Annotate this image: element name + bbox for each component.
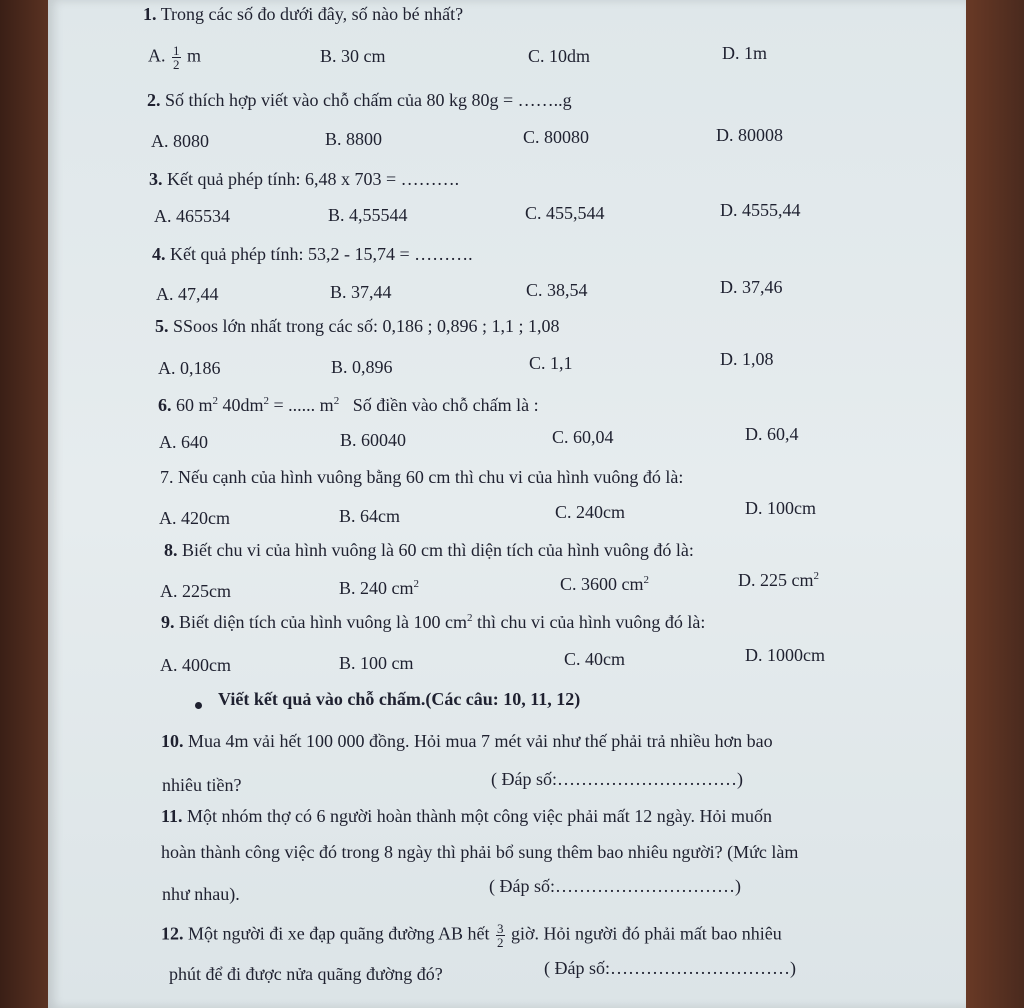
question-text: Mua 4m vải hết 100 000 đồng. Hỏi mua 7 mét vải như thế phải trả nhiều hơn bao: [188, 731, 773, 751]
q5-option-a: A. 0,186: [158, 358, 221, 378]
superscript: 2: [813, 570, 819, 582]
q5-option-b: B. 0,896: [331, 357, 393, 377]
question-number: 10.: [161, 731, 184, 751]
question-9: [161, 612, 705, 633]
q2-option-c: C. 80080: [523, 127, 590, 147]
q7-option-b: B. 64cm: [339, 506, 400, 526]
option-unit: m: [187, 45, 202, 66]
q3-option-d: D. 4555,44: [720, 200, 801, 220]
q8-option-a: A. 225cm: [160, 581, 231, 601]
question-text: 40dm: [218, 395, 264, 415]
question-text: Số điền vào chỗ chấm là :: [339, 395, 539, 415]
q1-option-c: C. 10dm: [528, 46, 591, 66]
table-edge-right: [964, 0, 1024, 1008]
option-label: A.: [148, 45, 166, 66]
question-text: Số thích hợp viết vào chỗ chấm của 80 kg 80g = ……..g: [165, 90, 572, 110]
question-1: [143, 4, 463, 25]
q9-option-a: A. 400cm: [160, 655, 231, 675]
q8-option-c: [560, 574, 649, 595]
q3-option-c: C. 455,544: [525, 203, 605, 223]
q7-option-d: D. 100cm: [745, 498, 816, 518]
q11-answer-field: ( Đáp số:…………………………): [489, 876, 741, 896]
question-number: 11.: [161, 806, 183, 826]
superscript: 2: [413, 578, 419, 590]
q12-line-2: phút để đi được nửa quãng đường đó?: [169, 964, 443, 984]
question-number: 12.: [161, 923, 184, 944]
question-8: [164, 540, 694, 561]
option-text: C. 3600 cm: [560, 574, 644, 594]
superscript: 2: [263, 395, 270, 407]
question-12: [161, 922, 782, 949]
q6-option-d: D. 60,4: [745, 424, 799, 444]
q4-option-a: A. 47,44: [156, 284, 219, 304]
question-text: = ...... m: [269, 395, 334, 415]
section-heading: Viết kết quả vào chỗ chấm.(Các câu: 10, 11, 12): [218, 689, 581, 709]
question-text: Một người đi xe đạp quãng đường AB hết: [188, 923, 490, 944]
fraction: [172, 44, 181, 71]
q3-option-a: A. 465534: [154, 206, 230, 226]
question-7: [160, 467, 683, 488]
question-text: Kết quả phép tính: 53,2 - 15,74 = ……….: [170, 244, 473, 264]
superscript: 2: [333, 395, 340, 407]
fraction-denominator: 2: [173, 57, 180, 72]
question-text: Biết diện tích của hình vuông là 100 cm: [179, 612, 467, 632]
question-text: Biết chu vi của hình vuông là 60 cm thì diện tích của hình vuông đó là:: [182, 540, 694, 560]
q4-option-c: C. 38,54: [526, 280, 588, 300]
q12-answer-field: ( Đáp số:…………………………): [544, 958, 796, 978]
question-text: thì chu vi của hình vuông đó là:: [472, 612, 706, 632]
question-number: 9.: [161, 612, 175, 632]
option-text: B. 240 cm: [339, 578, 414, 598]
superscript: 2: [643, 574, 649, 586]
q7-option-c: C. 240cm: [555, 502, 625, 522]
q1-option-b: B. 30 cm: [320, 46, 386, 66]
question-5: [155, 316, 560, 337]
q6-option-b: B. 60040: [340, 430, 407, 450]
q1-option-d: D. 1m: [722, 43, 767, 63]
q1-option-a: [148, 44, 201, 71]
fraction-denominator: 2: [497, 935, 504, 950]
q2-option-a: A. 8080: [151, 131, 209, 151]
q10-line-2: nhiêu tiền?: [162, 775, 242, 795]
q4-option-d: D. 37,46: [720, 277, 783, 297]
bullet-icon: [195, 702, 202, 709]
q6-option-c: C. 60,04: [552, 427, 614, 447]
question-4: [152, 244, 473, 265]
question-text: Nếu cạnh của hình vuông bằng 60 cm thì chu vi của hình vuông đó là:: [178, 467, 684, 487]
table-edge-left: [0, 0, 48, 1008]
question-11: [161, 806, 772, 827]
question-text: Một nhóm thợ có 6 người hoàn thành một công việc phải mất 12 ngày. Hỏi muốn: [187, 806, 773, 826]
fraction-numerator: 3: [497, 921, 504, 936]
q9-option-d: D. 1000cm: [745, 645, 825, 665]
q2-option-b: B. 8800: [325, 129, 383, 149]
q11-line-2: hoàn thành công việc đó trong 8 ngày thì phải bổ sung thêm bao nhiêu người? (Mức làm: [161, 842, 799, 862]
question-text: SSoos lớn nhất trong các số: 0,186 ; 0,896 ; 1,1 ; 1,08: [173, 316, 560, 336]
q9-option-b: B. 100 cm: [339, 653, 414, 673]
question-number: 7.: [160, 467, 174, 487]
question-number: 6.: [158, 395, 172, 415]
question-text: Trong các số đo dưới đây, số nào bé nhất?: [160, 4, 464, 24]
q2-option-d: D. 80008: [716, 125, 783, 145]
q9-option-c: C. 40cm: [564, 649, 625, 669]
q5-option-c: C. 1,1: [529, 353, 573, 373]
question-number: 5.: [155, 316, 169, 336]
q8-option-d: [738, 570, 819, 591]
question-number: 3.: [149, 169, 163, 189]
question-text: Kết quả phép tính: 6,48 x 703 = ……….: [167, 169, 460, 189]
worksheet-page: [48, 0, 966, 1008]
q3-option-b: B. 4,55544: [328, 205, 408, 225]
question-number: 8.: [164, 540, 178, 560]
q7-option-a: A. 420cm: [159, 508, 230, 528]
question-6: [158, 395, 539, 416]
question-number: 1.: [143, 4, 157, 24]
q4-option-b: B. 37,44: [330, 282, 392, 302]
fraction-numerator: 1: [173, 43, 180, 58]
option-text: D. 225 cm: [738, 570, 814, 590]
question-2: [147, 90, 572, 111]
q5-option-d: D. 1,08: [720, 349, 774, 369]
fraction: [496, 922, 505, 949]
question-10: [161, 731, 773, 752]
superscript: 2: [466, 612, 473, 624]
question-text: 60 m: [176, 395, 213, 415]
superscript: 2: [212, 395, 219, 407]
question-number: 4.: [152, 244, 166, 264]
q10-answer-field: ( Đáp số:…………………………): [491, 769, 743, 789]
question-text: giờ. Hỏi người đó phải mất bao nhiêu: [511, 923, 782, 944]
q11-line-3: như nhau).: [162, 884, 240, 904]
q8-option-b: [339, 578, 419, 599]
question-3: [149, 169, 459, 190]
question-number: 2.: [147, 90, 161, 110]
q6-option-a: A. 640: [159, 432, 208, 452]
